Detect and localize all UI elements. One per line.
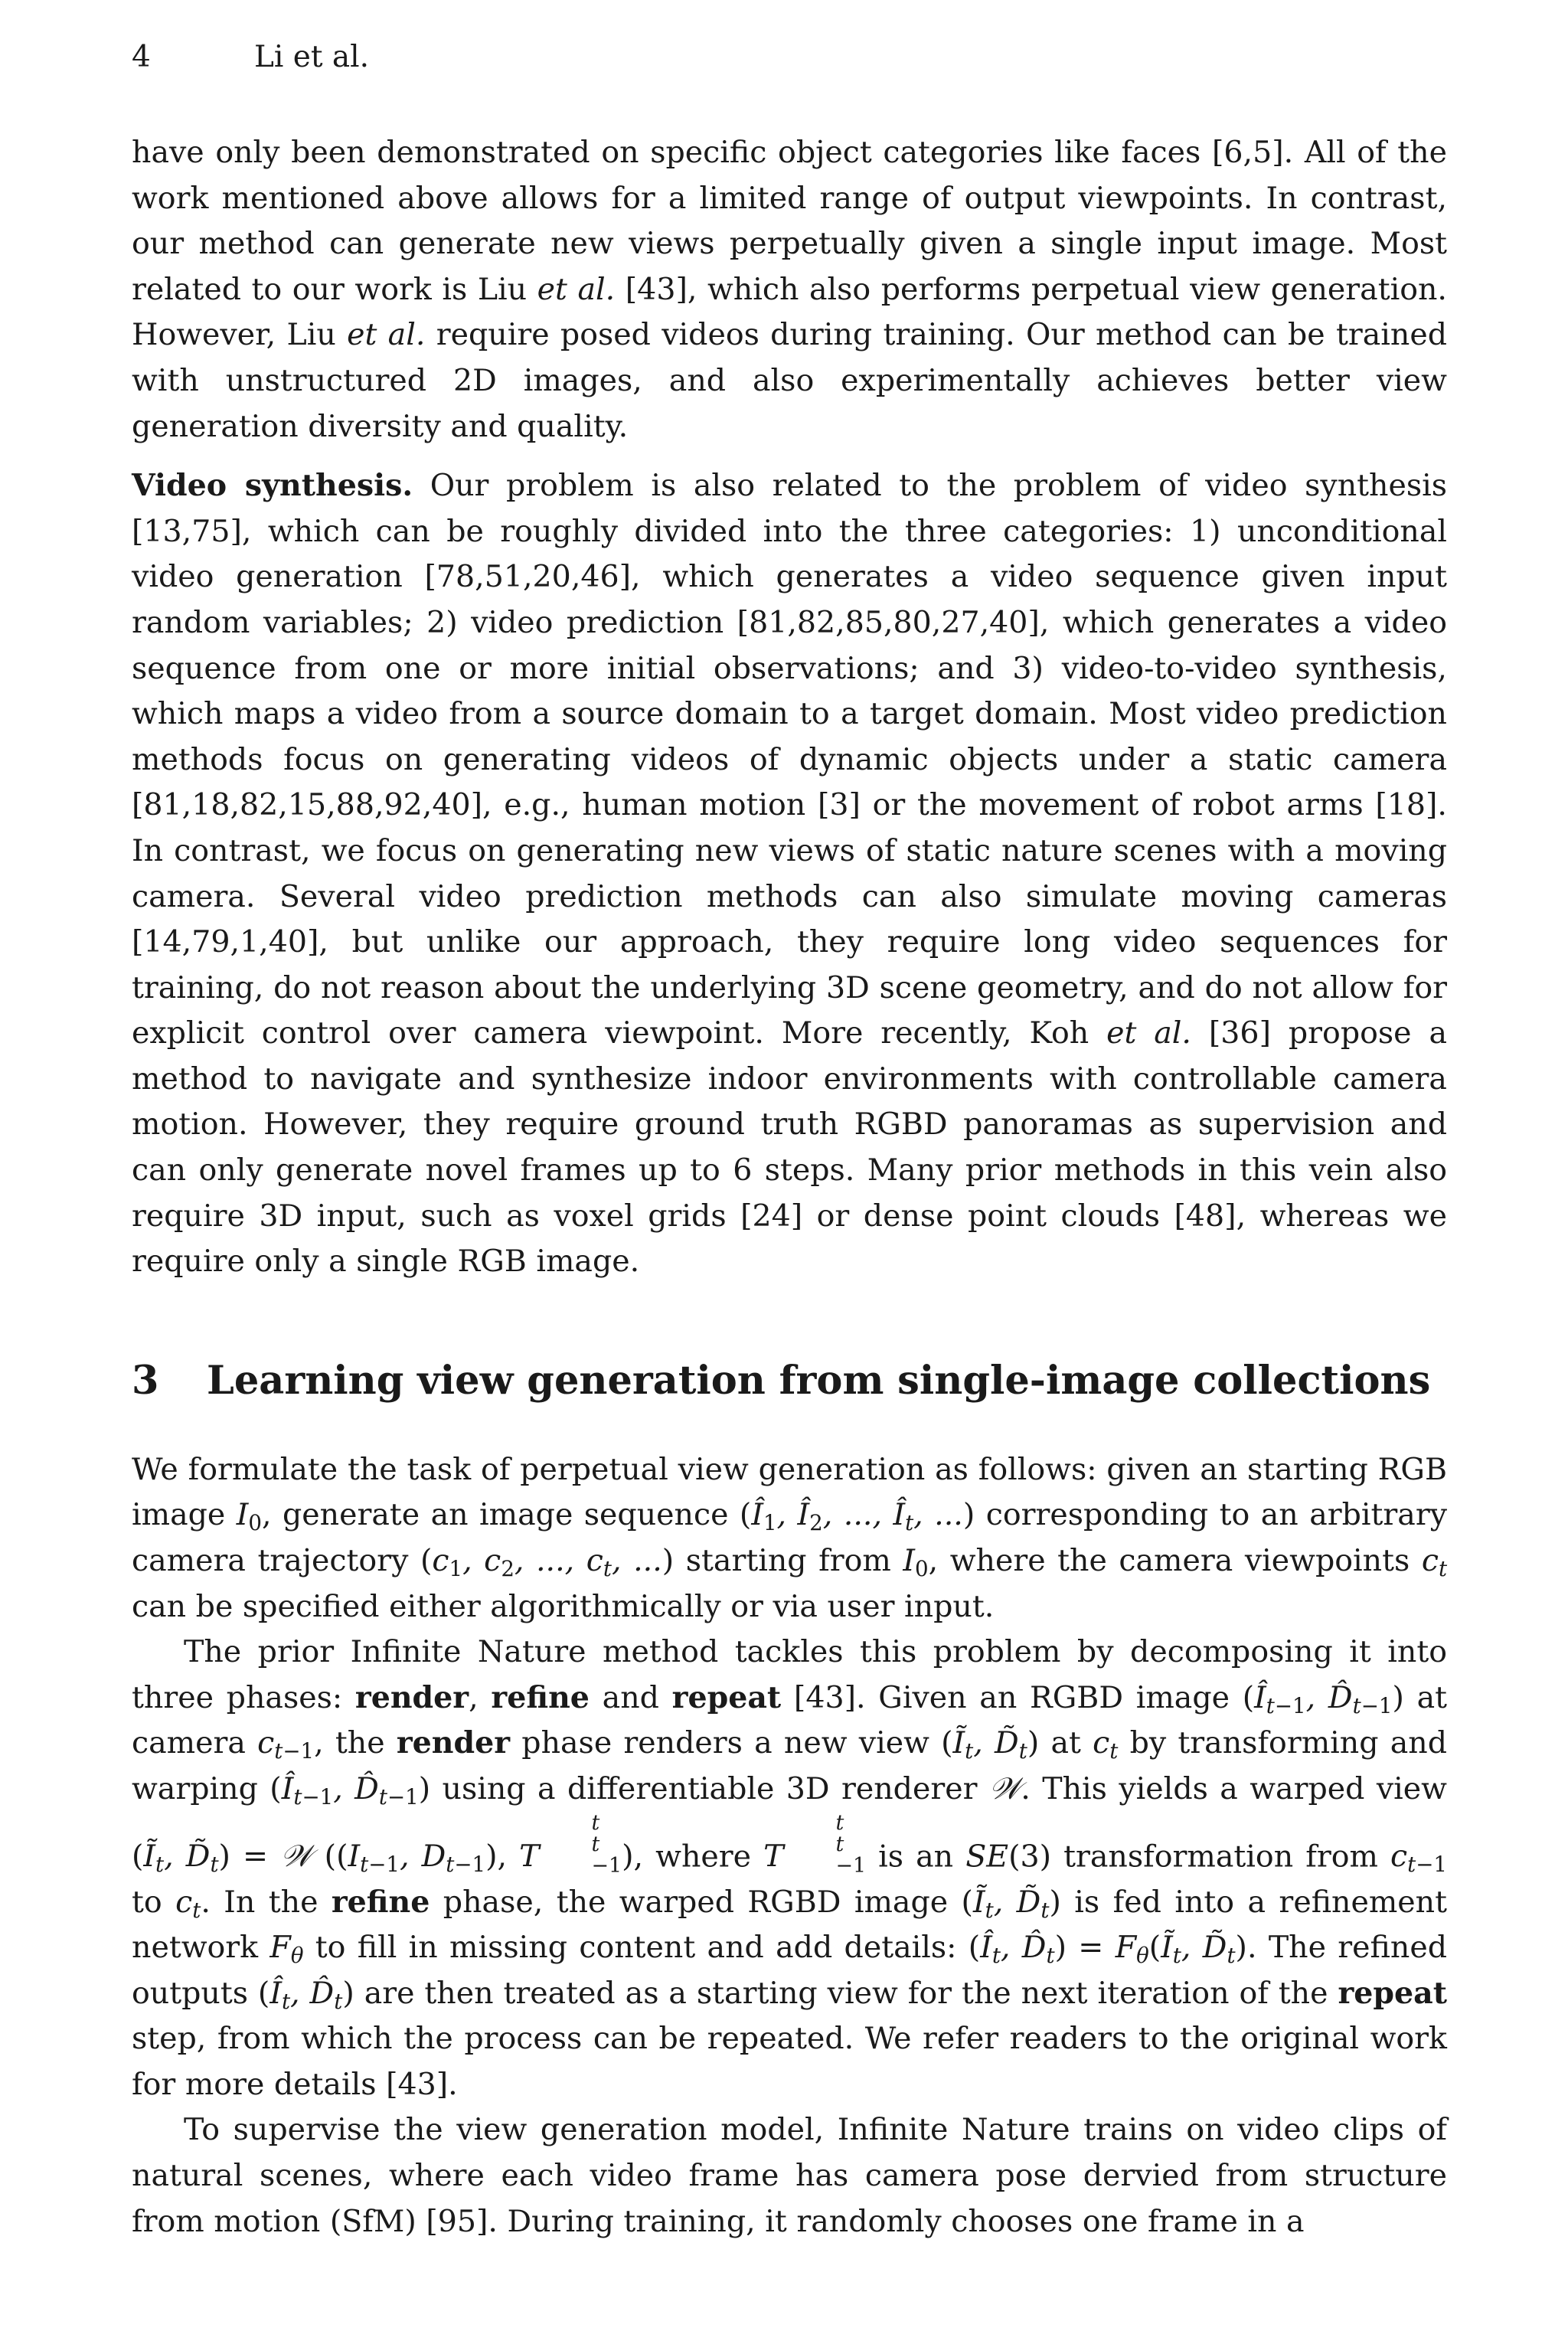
running-head: Li et al. [254,40,370,74]
section-title: Learning view generation from single-image collections [207,1357,1431,1404]
paragraph-supervision: To supervise the view generation model, Infinite Nature trains on video clips of natural scenes, where each video frame has camera pose dervied from structure from motion (SfM) [95]. During training, it randomly chooses one frame in a [132,2112,1447,2239]
section-number: 3 [132,1357,159,1404]
paragraph-related-work: have only been demonstrated on specific object categories like faces [6,5]. All of the work mentioned above allows for a limited range of output viewpoints. In contrast, our method can generate new views perpetually given a single input image. Most related to our work is Liu et al. [43], which also performs perpetual view generation. However, Liu et al. require posed videos during training. Our method can be trained with unstructured 2D images, and also experimentally achieves better view generation diversity and quality. [132,135,1447,444]
page-number: 4 [132,40,151,74]
paragraph-video-synthesis: Video synthesis. Our problem is also related to the problem of video synthesis [13,75], which can be roughly divided into the three categories: 1) unconditional video generation [78,51,20,46], which generates a video sequence given input random variables; 2) video prediction [81,82,85,80,27,40], which generates a video sequence from one or more initial observations; and 3) video-to-video synthesis, which maps a video from a source domain to a target domain. Most video prediction methods focus on generating videos of dynamic objects under a static camera [81,18,82,15,88,92,40], e.g., human motion [3] or the movement of robot arms [18]. In contrast, we focus on generating new views of static nature scenes with a moving camera. Several video prediction methods can also simulate moving cameras [14,79,1,40], but unlike our approach, they require long video sequences for training, do not reason about the underlying 3D scene geometry, and do not allow for explicit control over camera viewpoint. More recently, Koh et al. [36] propose a method to navigate and synthesize indoor environments with controllable camera motion. However, they require ground truth RGBD panoramas as supervision and can only generate novel frames up to 6 steps. Many prior methods in this vein also require 3D input, such as voxel grids [24] or dense point clouds [48], whereas we require only a single RGB image. [132,468,1448,1280]
section-heading [132,1354,1447,1407]
paragraph-task-formulation: We formulate the task of perpetual view generation as follows: given an starting RGB image $I_0$, generate an image sequence ($Î_1$, $Î_2$, ..., $Î_t$, ...) corresponding to an arbitrary camera trajectory ($c_1$, $c_2$, ..., $c_t$, ...) starting from $I_0$, where the camera viewpoints $c_t$ can be specified either algorithmically or via user input. [132,1451,1448,1624]
running-header [132,40,1447,86]
page [132,40,1447,2244]
run-in-heading: Video synthesis. [132,468,413,504]
paragraph-infinite-nature: The prior Infinite Nature method tackles this problem by decomposing it into three phases: render, refine and repeat [43]. Given an RGBD image ($Î_{t-1}$, $D̂_{t-1}$) at camera $c_{t-1}$, the render phase renders a new view ($Ĩ_t$, $D̃_t$) at $c_t$ by transforming and warping ($Î_{t-1}$, $D̂_{t-1}$) using a differentiable 3D renderer 𝒲. This yields a warped view ($Ĩ_t$, $D̃_t$) = 𝒲 (($I_{t-1}$, $D_{t-1}$), T t t −1 ), where T t t −1 is an SE(3) transformation from $c_{t-1}$ to $c_t$. In the refine phase, the warped RGBD image ($Ĩ_t$, $D̃_t$) is fed into a refinement network $F_\theta$ to fill in missing content and add details: ($Î_t$, $D̂_t$) = $F_\theta(Ĩ_t$, $D̃_t$). The refined outputs ($Î_t$, $D̂_t$) are then treated as a starting view for the next iteration of the repeat step, from which the process can be repeated. We refer readers to the original work for more details [43]. [132,1634,1448,2102]
